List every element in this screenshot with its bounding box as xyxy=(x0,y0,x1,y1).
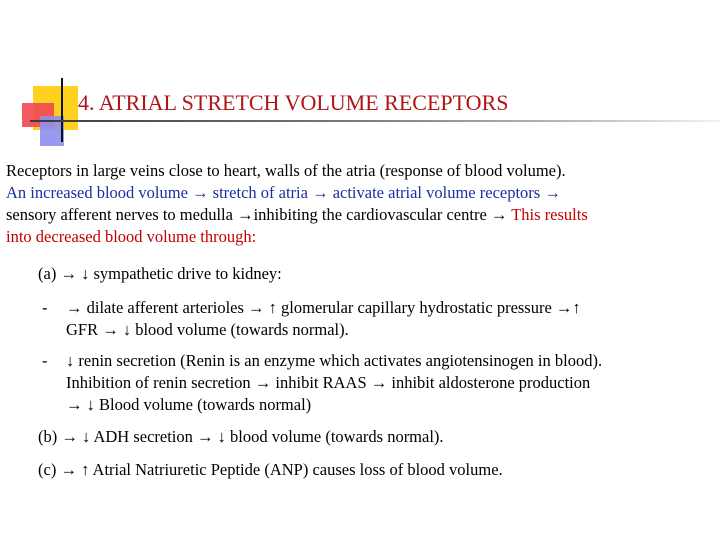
sub1-dash: - xyxy=(42,298,48,317)
intro-line-2: An increased blood volume → stretch of atria → activate atrial volume receptors → xyxy=(6,183,561,202)
sub1-line-1: → dilate afferent arterioles → ↑ glomerular capillary hydrostatic pressure →↑ xyxy=(66,298,581,317)
item-a: (a) → ↓ sympathetic drive to kidney: xyxy=(38,264,282,283)
item-c: (c) → ↑ Atrial Natriuretic Peptide (ANP) causes loss of blood volume. xyxy=(38,460,503,479)
intro-line-3 xyxy=(6,204,718,226)
intro-line-1: Receptors in large veins close to heart, walls of the atria (response of blood volume). xyxy=(6,161,566,180)
item-b: (b) → ↓ ADH secretion → ↓ blood volume (towards normal). xyxy=(38,427,444,446)
sub2-dash: - xyxy=(42,351,48,370)
sub2-line-3: → ↓ Blood volume (towards normal) xyxy=(66,395,312,414)
slide-title: 4. ATRIAL STRETCH VOLUME RECEPTORS xyxy=(78,90,509,115)
intro-line-4: into decreased blood volume through: xyxy=(6,227,257,246)
decor-vertical-line xyxy=(61,78,63,142)
sub2-line-2: Inhibition of renin secretion → inhibit RAAS → inhibit aldosterone production xyxy=(66,373,591,392)
intro-paragraph xyxy=(6,160,718,248)
intro-line-3-tail: This results xyxy=(507,205,588,224)
sub2-line-1: ↓ renin secretion (Renin is an enzyme which activates angiotensinogen in blood). xyxy=(66,351,603,370)
title-underline xyxy=(30,120,720,122)
intro-line-3-main: sensory afferent nerves to medulla →inhibiting the cardiovascular centre → xyxy=(6,205,508,224)
sub1-line-2: GFR → ↓ blood volume (towards normal). xyxy=(66,320,349,339)
